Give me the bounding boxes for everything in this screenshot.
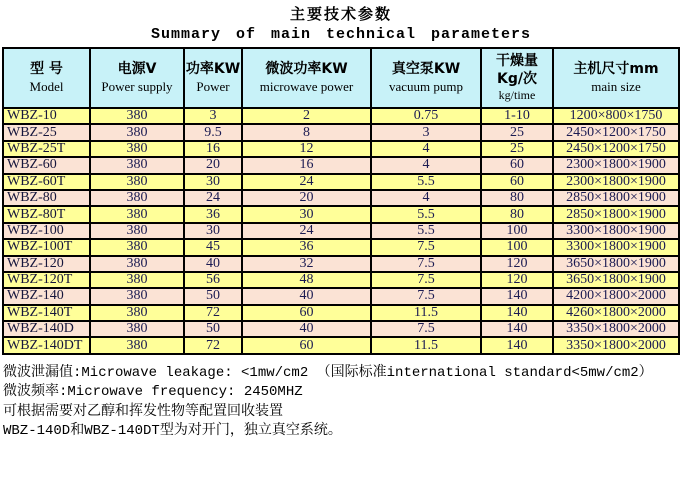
- model-cell: WBZ-100: [3, 223, 90, 239]
- column-header-zh: 主机尺寸mm: [573, 61, 659, 78]
- model-cell: WBZ-120T: [3, 272, 90, 288]
- value-cell: 380: [90, 256, 184, 272]
- table-row: [3, 223, 679, 239]
- value-cell: 30: [184, 223, 242, 239]
- value-cell: 3300×1800×1900: [553, 239, 679, 255]
- value-cell: 8: [242, 124, 371, 140]
- value-cell: 7.5: [371, 321, 481, 337]
- value-cell: 48: [242, 272, 371, 288]
- model-cell: WBZ-140: [3, 288, 90, 304]
- value-cell: 140: [481, 305, 553, 321]
- value-cell: 60: [242, 305, 371, 321]
- column-header-1: [90, 48, 184, 108]
- value-cell: 380: [90, 174, 184, 190]
- value-cell: 380: [90, 124, 184, 140]
- value-cell: 3300×1800×1900: [553, 223, 679, 239]
- model-cell: WBZ-80T: [3, 206, 90, 222]
- value-cell: 45: [184, 239, 242, 255]
- column-header-en: vacuum pump: [388, 78, 463, 94]
- value-cell: 50: [184, 321, 242, 337]
- value-cell: 2300×1800×1900: [553, 174, 679, 190]
- value-cell: 120: [481, 272, 553, 288]
- value-cell: 3650×1800×1900: [553, 272, 679, 288]
- table-row: [3, 141, 679, 157]
- model-cell: WBZ-25T: [3, 141, 90, 157]
- value-cell: 16: [184, 141, 242, 157]
- column-header-zh: 干燥量: [496, 53, 538, 70]
- value-cell: 380: [90, 272, 184, 288]
- value-cell: 32: [242, 256, 371, 272]
- value-cell: 36: [184, 206, 242, 222]
- value-cell: 16: [242, 157, 371, 173]
- table-row: [3, 174, 679, 190]
- column-header-en: Power supply: [101, 78, 173, 94]
- footnote-line-3: WBZ-140D和WBZ-140DT型为对开门，独立真空系统。: [3, 423, 342, 440]
- value-cell: 40: [242, 321, 371, 337]
- column-header-5: [481, 48, 553, 108]
- column-header-0: [3, 48, 90, 108]
- value-cell: 25: [481, 141, 553, 157]
- value-cell: 56: [184, 272, 242, 288]
- value-cell: 380: [90, 223, 184, 239]
- value-cell: 2450×1200×1750: [553, 124, 679, 140]
- column-header-6: [553, 48, 679, 108]
- model-cell: WBZ-140T: [3, 305, 90, 321]
- value-cell: 72: [184, 337, 242, 353]
- value-cell: 120: [481, 256, 553, 272]
- column-header-en: Model: [29, 78, 64, 94]
- technical-parameters-table: [2, 47, 680, 355]
- value-cell: 60: [242, 337, 371, 353]
- model-cell: WBZ-140D: [3, 321, 90, 337]
- value-cell: 0.75: [371, 108, 481, 124]
- value-cell: 40: [184, 256, 242, 272]
- column-header-en: main size: [591, 78, 641, 94]
- value-cell: 140: [481, 288, 553, 304]
- column-header-zh: 型 号: [30, 61, 63, 78]
- column-header-en: Power: [196, 78, 230, 94]
- value-cell: 30: [184, 174, 242, 190]
- value-cell: 100: [481, 223, 553, 239]
- value-cell: 80: [481, 206, 553, 222]
- value-cell: 11.5: [371, 337, 481, 353]
- header-row: [3, 48, 679, 108]
- page-title-chinese: 主要技术参数: [289, 5, 392, 23]
- spec-sheet-page: [0, 3, 682, 480]
- column-header-zh: 微波功率KW: [265, 61, 348, 78]
- value-cell: 7.5: [371, 288, 481, 304]
- column-header-zh: 功率KW: [185, 61, 241, 78]
- value-cell: 380: [90, 321, 184, 337]
- value-cell: 2: [242, 108, 371, 124]
- value-cell: 380: [90, 239, 184, 255]
- value-cell: 12: [242, 141, 371, 157]
- value-cell: 7.5: [371, 239, 481, 255]
- value-cell: 380: [90, 206, 184, 222]
- value-cell: 7.5: [371, 272, 481, 288]
- value-cell: 1-10: [481, 108, 553, 124]
- value-cell: 24: [184, 190, 242, 206]
- value-cell: 4: [371, 190, 481, 206]
- value-cell: 25: [481, 124, 553, 140]
- footnotes: [3, 364, 682, 442]
- value-cell: 11.5: [371, 305, 481, 321]
- footnote-line-2: 可根据需要对乙醇和挥发性物等配置回收装置: [3, 403, 283, 420]
- value-cell: 60: [481, 157, 553, 173]
- model-cell: WBZ-60T: [3, 174, 90, 190]
- value-cell: 2300×1800×1900: [553, 157, 679, 173]
- table-row: [3, 288, 679, 304]
- value-cell: 380: [90, 157, 184, 173]
- value-cell: 24: [242, 223, 371, 239]
- value-cell: 24: [242, 174, 371, 190]
- model-cell: WBZ-60: [3, 157, 90, 173]
- value-cell: 20: [184, 157, 242, 173]
- value-cell: 5.5: [371, 174, 481, 190]
- value-cell: 3350×1800×2000: [553, 337, 679, 353]
- value-cell: 100: [481, 239, 553, 255]
- value-cell: 380: [90, 305, 184, 321]
- model-cell: WBZ-25: [3, 124, 90, 140]
- value-cell: 2850×1800×1900: [553, 190, 679, 206]
- value-cell: 40: [242, 288, 371, 304]
- table-row: [3, 337, 679, 353]
- value-cell: 1200×800×1750: [553, 108, 679, 124]
- value-cell: 2850×1800×1900: [553, 206, 679, 222]
- column-header-4: [371, 48, 481, 108]
- footnote-line-1: 微波频率:Microwave frequency: 2450MHZ: [3, 384, 303, 401]
- value-cell: 72: [184, 305, 242, 321]
- table-row: [3, 108, 679, 124]
- model-cell: WBZ-10: [3, 108, 90, 124]
- column-header-en: microwave power: [259, 78, 354, 94]
- table-row: [3, 239, 679, 255]
- value-cell: 4: [371, 157, 481, 173]
- value-cell: 380: [90, 141, 184, 157]
- value-cell: 5.5: [371, 223, 481, 239]
- table-row: [3, 157, 679, 173]
- value-cell: 380: [90, 337, 184, 353]
- value-cell: 60: [481, 174, 553, 190]
- table-row: [3, 124, 679, 140]
- table-row: [3, 321, 679, 337]
- column-header-zh: 电源V: [117, 61, 157, 78]
- column-header-zh: 真空泵KW: [391, 61, 461, 78]
- value-cell: 4200×1800×2000: [553, 288, 679, 304]
- table-row: [3, 305, 679, 321]
- column-header-2: [184, 48, 242, 108]
- value-cell: 3: [184, 108, 242, 124]
- value-cell: 7.5: [371, 256, 481, 272]
- value-cell: 30: [242, 206, 371, 222]
- value-cell: 140: [481, 321, 553, 337]
- value-cell: 4260×1800×2000: [553, 305, 679, 321]
- value-cell: 50: [184, 288, 242, 304]
- value-cell: 20: [242, 190, 371, 206]
- model-cell: WBZ-120: [3, 256, 90, 272]
- footnote-line-0: 微波泄漏值:Microwave leakage: <1mw/cm2 （国际标准international standard<5mw/cm2）: [3, 364, 653, 381]
- table-row: [3, 190, 679, 206]
- table-row: [3, 256, 679, 272]
- model-cell: WBZ-80: [3, 190, 90, 206]
- value-cell: 2450×1200×1750: [553, 141, 679, 157]
- value-cell: 380: [90, 288, 184, 304]
- column-header-3: [242, 48, 371, 108]
- page-title-english: Summary of main technical parameters: [150, 26, 532, 43]
- value-cell: 380: [90, 108, 184, 124]
- model-cell: WBZ-100T: [3, 239, 90, 255]
- column-header-en: kg/time: [498, 88, 536, 103]
- value-cell: 9.5: [184, 124, 242, 140]
- table-row: [3, 206, 679, 222]
- value-cell: 3: [371, 124, 481, 140]
- value-cell: 3650×1800×1900: [553, 256, 679, 272]
- value-cell: 36: [242, 239, 371, 255]
- value-cell: 140: [481, 337, 553, 353]
- value-cell: 5.5: [371, 206, 481, 222]
- value-cell: 4: [371, 141, 481, 157]
- column-header-zh2: Kg/次: [497, 70, 537, 87]
- value-cell: 3350×1800×2000: [553, 321, 679, 337]
- model-cell: WBZ-140DT: [3, 337, 90, 353]
- value-cell: 380: [90, 190, 184, 206]
- table-row: [3, 272, 679, 288]
- value-cell: 80: [481, 190, 553, 206]
